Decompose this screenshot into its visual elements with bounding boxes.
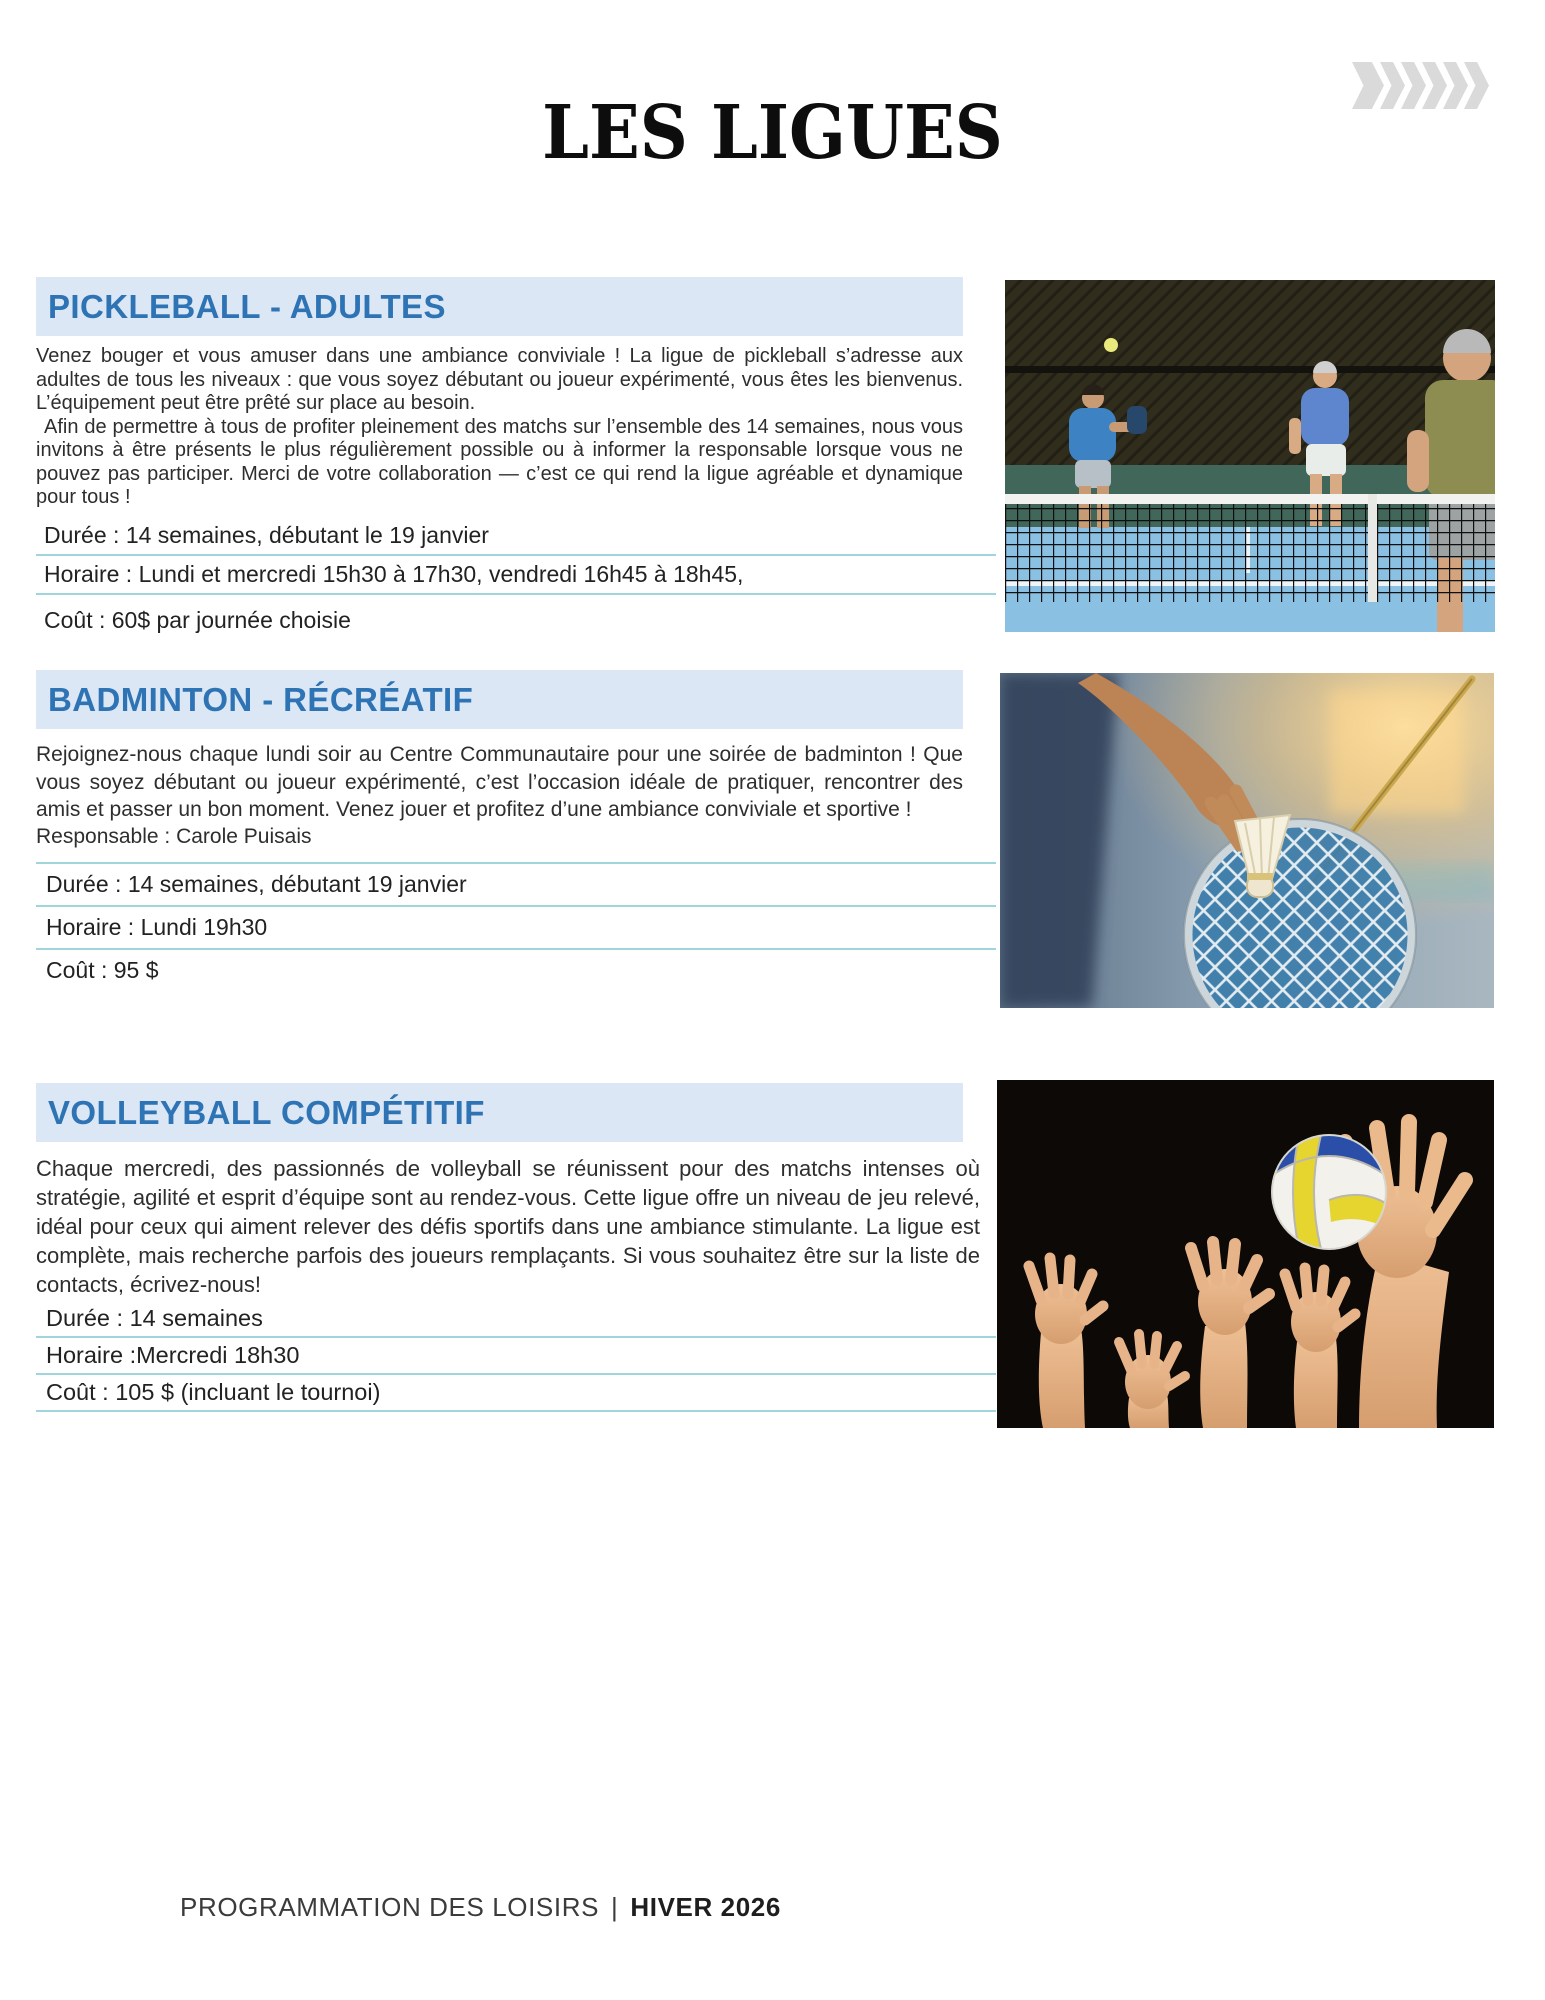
badminton-racket-photo [1000, 673, 1494, 1008]
responsable-line: Responsable : Carole Puisais [36, 824, 312, 848]
paragraph: Venez bouger et vous amuser dans une ambiance conviviale ! La ligue de pickleball s’adresse aux adultes de tous les niveaux : que vous soyez débutant ou joueur expérimenté, vous êtes les bienvenus. L’équipement peut être prêté sur place au besoin. [36, 345, 963, 414]
footer-divider: | [611, 1892, 619, 1922]
volleyball-hands-photo [997, 1080, 1494, 1428]
section-title: PICKLEBALL - ADULTES [48, 287, 446, 325]
section-pickleball [36, 277, 996, 639]
details-table [36, 1301, 996, 1412]
section-volleyball [36, 1083, 996, 1412]
detail-cout: Coût : 60$ par journée choisie [44, 606, 351, 633]
detail-horaire: Horaire :Mercredi 18h30 [36, 1338, 996, 1375]
section-header-pickleball [36, 277, 963, 336]
detail-duree: Durée : 14 semaines, débutant le 19 janvier [36, 517, 996, 556]
detail-horaire: Horaire : Lundi et mercredi 15h30 à 17h30, vendredi 16h45 à 18h45, [36, 556, 996, 595]
section-badminton [36, 670, 996, 991]
details-table [36, 517, 996, 639]
pickleball-players-photo [1005, 280, 1495, 632]
details-table [36, 862, 996, 991]
section-title: BADMINTON - RÉCRÉATIF [48, 680, 474, 718]
page-title: LES LIGUES [542, 90, 1003, 176]
section-title: VOLLEYBALL COMPÉTITIF [48, 1093, 485, 1131]
detail-duree: Durée : 14 semaines [36, 1301, 996, 1338]
paragraph: Chaque mercredi, des passionnés de volleyball se réunissent pour des matchs intenses où stratégie, agilité et esprit d’équipe sont au rendez-vous. Cette ligue offre un niveau de jeu relevé, idéal pour ceux qui aiment relever des défis sportifs dans une ambiance stimulante. La ligue est complète, mais recherche parfois des joueurs remplaçants. Si vous souhaitez être sur la liste de contacts, écrivez-nous! [36, 1156, 980, 1297]
detail-horaire: Horaire : Lundi 19h30 [36, 907, 996, 950]
section-header-badminton [36, 670, 963, 729]
paragraph: Rejoignez-nous chaque lundi soir au Centre Communautaire pour une soirée de badminton ! Que vous soyez débutant ou joueur expérimenté, c’est l’occasion idéale de pratiquer, rencontrer des amis et passer un bon moment. Venez jouer et profitez d’une ambiance conviviale et sportive ! [36, 743, 963, 821]
footer-program-label: PROGRAMMATION DES LOISIRS [180, 1892, 600, 1922]
section-header-volleyball [36, 1083, 963, 1142]
paragraph: Afin de permettre à tous de profiter pleinement des matchs sur l’ensemble des 14 semaines, nous vous invitons à être présents le plus régulièrement possible ou à informer la responsable lorsque vous ne pouvez pas participer. Merci de votre collaboration — c’est ce qui rend la ligue agréable et dynamique pour tous ! [36, 415, 963, 508]
detail-cout: Coût : 95 $ [46, 956, 159, 983]
chevrons-right-icon [1356, 62, 1489, 109]
footer-season-label: HIVER 2026 [630, 1892, 781, 1922]
detail-duree: Durée : 14 semaines, débutant 19 janvier [36, 864, 996, 907]
detail-cout: Coût : 105 $ (incluant le tournoi) [36, 1375, 996, 1412]
footer [180, 1892, 781, 1923]
chevron-right-icon [1352, 62, 1384, 109]
